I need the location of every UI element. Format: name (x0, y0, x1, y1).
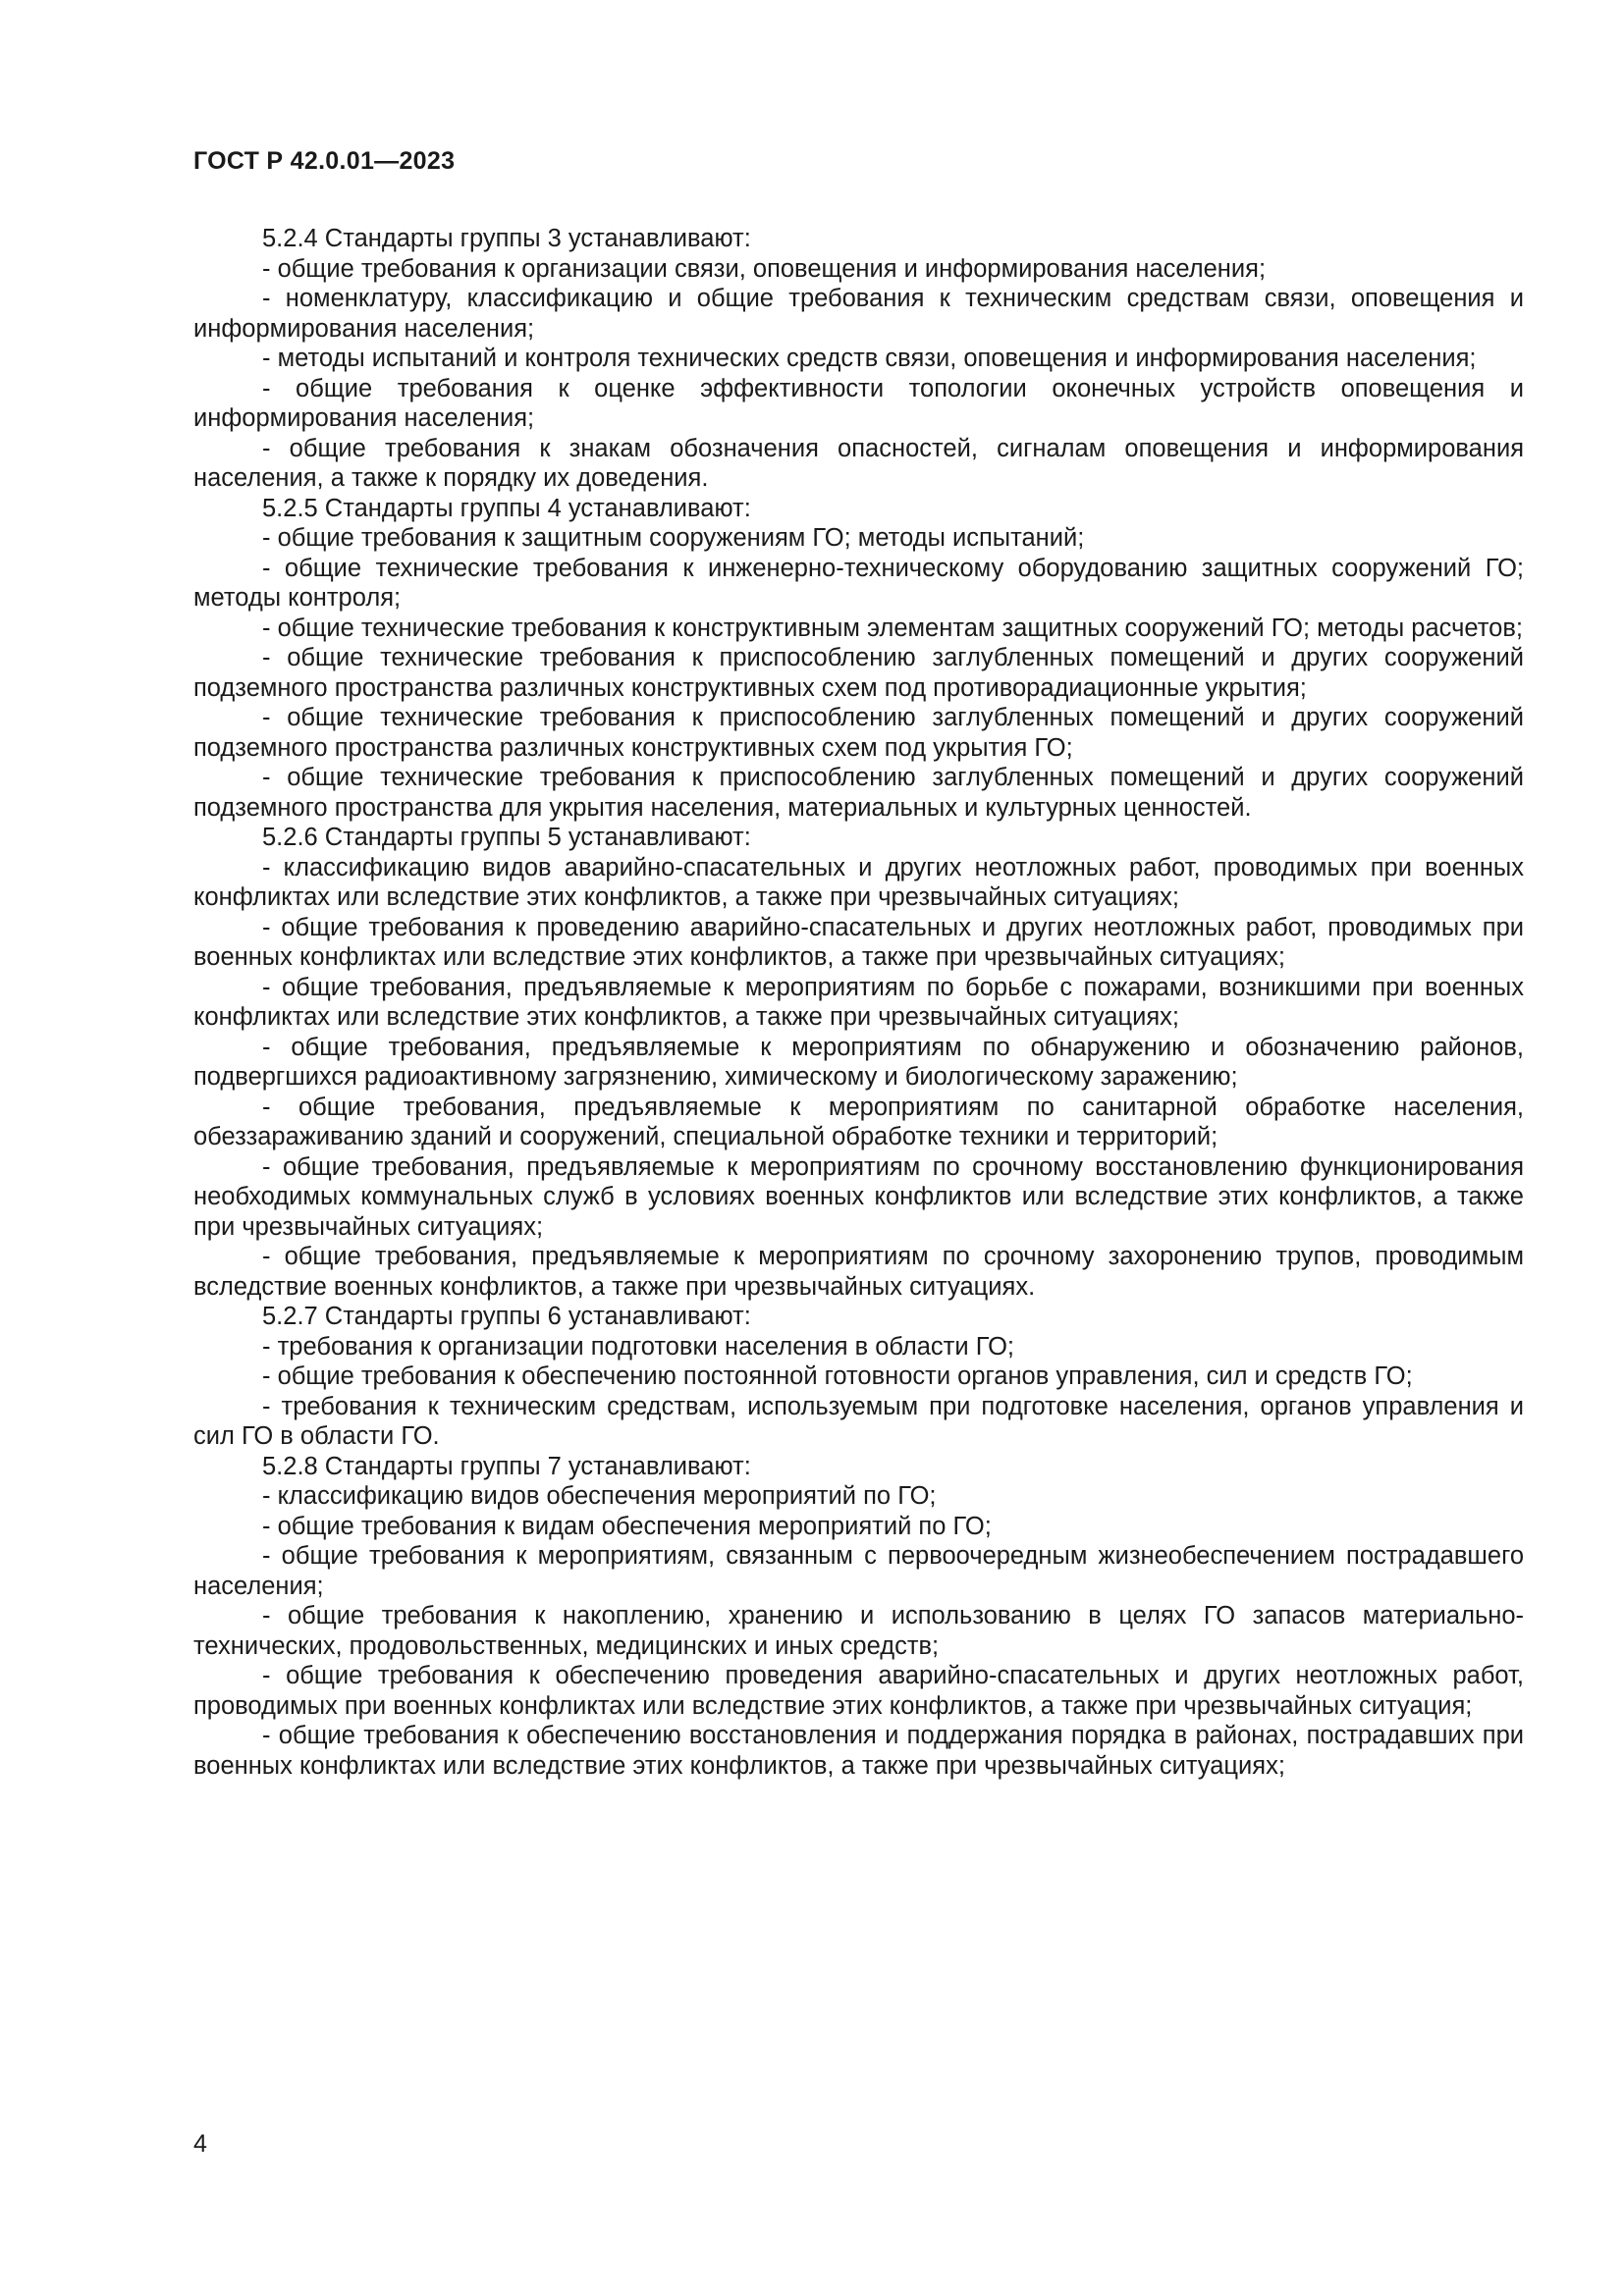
list-item: - требования к организации подготовки населения в области ГО; (262, 1332, 1014, 1361)
list-item: - общие технические требования к приспособлению заглубленных помещений и других сооружений подземного пространства для укрытия населения, материальных и культурных ценностей. (193, 764, 1524, 822)
list-item: - общие требования, предъявляемые к мероприятиям по срочному восстановлению функционирования необходимых коммунальных служб в условиях военных конфликтов или вследствие этих конфликтов, а также при чрезвычайных ситуациях; (193, 1152, 1524, 1241)
list-item: - общие требования, предъявляемые к мероприятиям по обнаружению и обозначению районов, подвергшихся радиоактивному загрязнению, химическому и биологическому заражению; (193, 1033, 1524, 1091)
list-item: - классификацию видов обеспечения мероприятий по ГО; (262, 1482, 937, 1510)
list-item: - общие требования к обеспечению проведения аварийно-спасательных и других неотложных работ, проводимых при военных конфликтах или вследствие этих конфликтов, а также при чрезвычайных ситуация; (193, 1662, 1524, 1720)
list-item: - общие требования к мероприятиям, связанным с первоочередным жизнеобеспечением пострадавшего населения; (193, 1542, 1524, 1600)
list-item: - общие требования к обеспечению постоянной готовности органов управления, сил и средств ГО; (262, 1362, 1413, 1390)
list-item: - общие требования, предъявляемые к мероприятиям по срочному захоронению трупов, проводимым вследствие военных конфликтов, а также при чрезвычайных ситуациях. (193, 1243, 1524, 1301)
document-body (193, 224, 1524, 1781)
document-code: ГОСТ Р 42.0.01—2023 (193, 147, 456, 175)
section-heading-5-2-8: 5.2.8 Стандарты группы 7 устанавливают: (262, 1452, 751, 1480)
section-heading-5-2-6: 5.2.6 Стандарты группы 5 устанавливают: (262, 824, 751, 851)
list-item: - общие требования к защитным сооружениям ГО; методы испытаний; (262, 524, 1085, 552)
page-number: 4 (193, 2130, 207, 2158)
list-item: - методы испытаний и контроля технических средств связи, оповещения и информирования населения; (262, 345, 1477, 372)
list-item: - общие требования, предъявляемые к мероприятиям по санитарной обработке населения, обеззараживанию зданий и сооружений, специальной обработке техники и территорий; (193, 1093, 1524, 1150)
section-heading-5-2-4: 5.2.4 Стандарты группы 3 устанавливают: (262, 225, 751, 252)
list-item: - общие требования к накоплению, хранению и использованию в целях ГО запасов материально-технических, продовольственных, медицинских и иных средств; (193, 1602, 1524, 1660)
list-item: - общие требования к проведению аварийно-спасательных и других неотложных работ, проводимых при военных конфликтах или вследствие этих конфликтов, а также при чрезвычайных ситуациях; (193, 913, 1524, 971)
list-item: - требования к техническим средствам, используемым при подготовке населения, органов управления и сил ГО в области ГО. (193, 1392, 1524, 1450)
list-item: - общие требования к оценке эффективности топологии оконечных устройств оповещения и информирования населения; (193, 374, 1524, 432)
list-item: - номенклатуру, классификацию и общие требования к техническим средствам связи, оповещения и информирования населения; (193, 285, 1524, 343)
list-item: - общие технические требования к приспособлению заглубленных помещений и других сооружений подземного пространства различных конструктивных схем под противорадиационные укрытия; (193, 644, 1524, 702)
section-heading-5-2-7: 5.2.7 Стандарты группы 6 устанавливают: (262, 1303, 751, 1330)
list-item: - общие требования к знакам обозначения опасностей, сигналам оповещения и информирования населения, а также к порядку их доведения. (193, 434, 1524, 492)
list-item: - общие требования к видам обеспечения мероприятий по ГО; (262, 1512, 992, 1540)
section-heading-5-2-5: 5.2.5 Стандарты группы 4 устанавливают: (262, 494, 751, 522)
list-item: - общие технические требования к конструктивным элементам защитных сооружений ГО; методы расчетов; (262, 614, 1523, 642)
list-item: - общие требования к организации связи, оповещения и информирования населения; (262, 254, 1267, 283)
list-item: - общие требования к обеспечению восстановления и поддержания порядка в районах, пострадавших при военных конфликтах или вследствие этих конфликтов, а также при чрезвычайных ситуациях; (193, 1722, 1524, 1780)
list-item: - общие требования, предъявляемые к мероприятиям по борьбе с пожарами, возникшими при военных конфликтах или вследствие этих конфликтов, а также при чрезвычайных ситуациях; (193, 973, 1524, 1031)
list-item: - общие технические требования к приспособлению заглубленных помещений и других сооружений подземного пространства различных конструктивных схем под укрытия ГО; (193, 704, 1524, 762)
list-item: - классификацию видов аварийно-спасательных и других неотложных работ, проводимых при военных конфликтах или вследствие этих конфликтов, а также при чрезвычайных ситуациях; (193, 853, 1524, 911)
list-item: - общие технические требования к инженерно-техническому оборудованию защитных сооружений ГО; методы контроля; (193, 554, 1524, 612)
